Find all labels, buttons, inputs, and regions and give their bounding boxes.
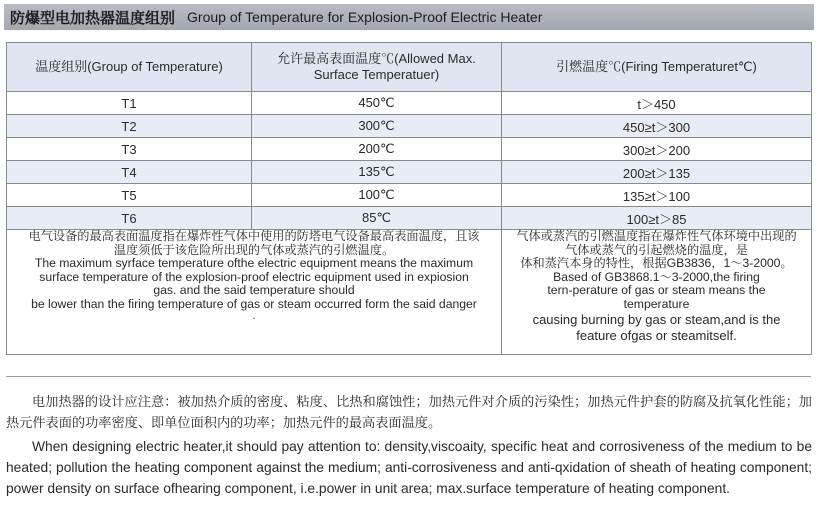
cell-max-surface: 300℃ <box>252 115 502 138</box>
cell-firing: 200≥t＞135 <box>502 161 812 184</box>
note-right-zh-line: 体和蒸汽本身的特性，根据GB3836，1～3-2000。 <box>520 256 793 271</box>
temperature-group-table <box>6 42 812 355</box>
cell-firing: t＞450 <box>502 92 812 115</box>
note-right-en-line: tern-perature of gas or steam means the <box>547 283 766 298</box>
cell-max-surface: 100℃ <box>252 184 502 207</box>
table-note-row <box>7 230 812 355</box>
divider-line <box>6 376 811 377</box>
cell-max-surface: 450℃ <box>252 92 502 115</box>
title-chinese: 防爆型电加热器温度组别 <box>10 8 176 27</box>
table-row <box>7 207 812 230</box>
note-right-en-line: temperature <box>623 296 690 311</box>
note-max-surface-definition <box>7 230 502 355</box>
note-right-zh-line: 气体或蒸气的引起燃烧的温度，是 <box>565 242 748 257</box>
table-row <box>7 184 812 207</box>
note-firing-definition <box>502 230 812 355</box>
design-notes-chinese: 电加热器的设计应注意：被加热介质的密度、粘度、比热和腐蚀性；加热元件对介质的污染性；加热元件护套的防腐及抗氧化性能；加热元件表面的功率密度、即单位面积内的功率；加热元件的最高表面温度。 <box>6 395 812 431</box>
note-right-en-line: causing burning by gas or steam,and is the <box>532 311 781 327</box>
table-row <box>7 115 812 138</box>
cell-group: T4 <box>7 161 252 184</box>
column-header-max-surface <box>252 43 502 92</box>
note-left-zh-line: 温度须低于该危险所出现的气体或蒸汽的引燃温度。 <box>113 242 395 257</box>
note-left-zh-line: 电气设备的最高表面温度指在爆炸性气体中使用的防塔电气设备最高表面温度，且该 <box>28 229 480 243</box>
note-right-en-line: Based of GB3868.1～3-2000,the firing <box>553 269 760 284</box>
cell-firing: 100≥t＞85 <box>502 207 812 230</box>
design-notes-english: When designing electric heater,it should pay attention to: density,viscoaity, specific heat and corrosiveness of the medium to be heated; pollution the heating component against the medium; anti-corrosiveness and anti-qxidation of sheath of heating component; power density on surface ofhearing component, i.e.power in unit area; max.surface temperature of heating component. <box>6 439 812 496</box>
cell-firing: 135≥t＞100 <box>502 184 812 207</box>
cell-group: T5 <box>7 184 252 207</box>
column-header-group: 温度组别(Group of Temperature) <box>7 43 252 92</box>
table-row <box>7 138 812 161</box>
cell-max-surface: 85℃ <box>252 207 502 230</box>
note-left-en-line: gas. and the said temperature should <box>153 283 355 298</box>
table-row <box>7 92 812 115</box>
column-header-max-surface-text: 允许最高表面温度℃(Allowed Max. Surface Temperatuer) <box>277 51 476 82</box>
note-right-zh-line: 气体或蒸汽的引燃温度指在爆炸性气体环境中出现的 <box>516 229 797 243</box>
column-header-firing: 引燃温度℃(Firing Temperaturet℃) <box>502 43 812 92</box>
note-left-en-line: surface temperature of the explosion-proof electric equipment used in expiosion <box>39 269 469 284</box>
cell-max-surface: 200℃ <box>252 138 502 161</box>
cell-firing: 450≥t＞300 <box>502 115 812 138</box>
table-header-row <box>7 43 812 92</box>
cell-group: T2 <box>7 115 252 138</box>
cell-firing: 300≥t＞200 <box>502 138 812 161</box>
note-right-en-line: feature ofgas or steamitself. <box>576 327 737 343</box>
cell-group: T3 <box>7 138 252 161</box>
cell-group: T6 <box>7 207 252 230</box>
table-row <box>7 161 812 184</box>
title-english: Group of Temperature for Explosion-Proof Electric Heater <box>187 9 543 25</box>
cell-group: T1 <box>7 92 252 115</box>
cell-max-surface: 135℃ <box>252 161 502 184</box>
note-left-dot: . <box>252 310 256 322</box>
note-left-en-line: be lower than the firing temperature of gas or steam occurred form the said danger <box>31 296 477 311</box>
section-title-bar <box>4 4 814 30</box>
note-left-en-line: The maximum syrface temperature ofthe electric equipment means the maximum <box>34 256 474 271</box>
